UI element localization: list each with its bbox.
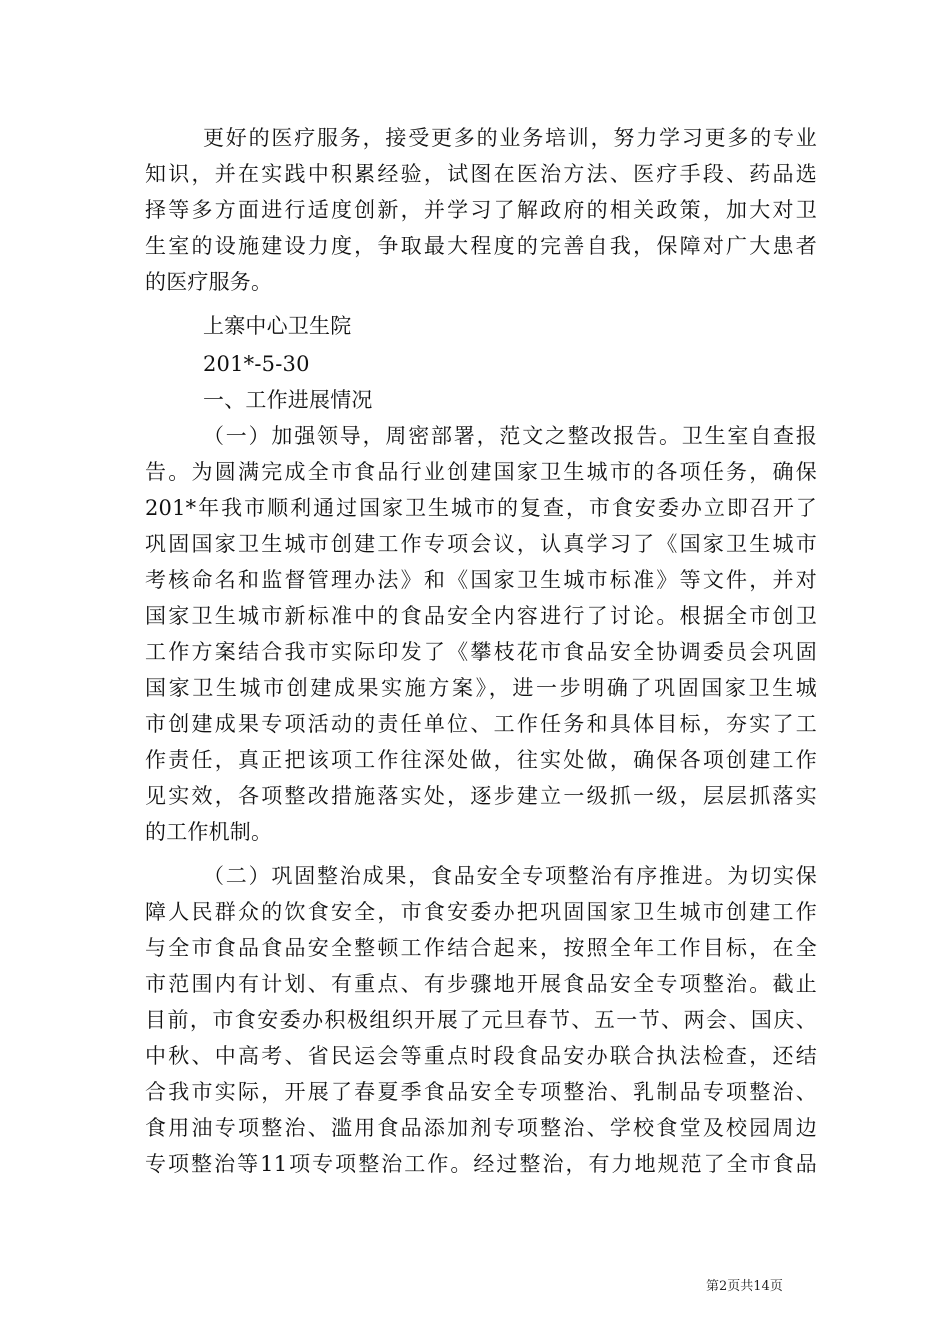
text-line-28: 食用油专项整治、滥用食品添加剂专项整治、学校食堂及校园周边 [145, 1116, 817, 1140]
page-number: 第2页共14页 [706, 1279, 783, 1294]
text-line-16: 国家卫生城市创建成果实施方案》，进一步明确了巩固国家卫生城 [145, 676, 817, 700]
text-line-5: 的医疗服务。 [145, 270, 273, 294]
text-line-10: 告。为圆满完成全市食品行业创建国家卫生城市的各项任务，确保 [145, 460, 817, 484]
text-line-13: 考核命名和监督管理办法》和《国家卫生城市标准》等文件，并对 [145, 568, 817, 592]
text-line-21: （二）巩固整治成果，食品安全专项整治有序推进。为切实保 [203, 864, 817, 888]
text-line-15: 工作方案结合我市实际印发了《攀枝花市食品安全协调委员会巩固 [145, 640, 817, 664]
text-line-17: 市创建成果专项活动的责任单位、工作任务和具体目标，夯实了工 [145, 712, 817, 736]
text-line-24: 市范围内有计划、有重点、有步骤地开展食品安全专项整治。截止 [145, 972, 817, 996]
text-line-22: 障人民群众的饮食安全，市食安委办把巩固国家卫生城市创建工作 [145, 900, 817, 924]
signature-date: 201*-5-30 [203, 352, 310, 376]
text-line-12: 巩固国家卫生城市创建工作专项会议，认真学习了《国家卫生城市 [145, 532, 817, 556]
text-line-19: 见实效，各项整改措施落实处，逐步建立一级抓一级，层层抓落实 [145, 784, 817, 808]
text-line-18: 作责任，真正把该项工作往深处做，往实处做，确保各项创建工作 [145, 748, 817, 772]
text-line-27: 合我市实际，开展了春夏季食品安全专项整治、乳制品专项整治、 [145, 1080, 817, 1104]
text-line-23: 与全市食品食品安全整顿工作结合起来，按照全年工作目标，在全 [145, 936, 817, 960]
text-line-20: 的工作机制。 [145, 820, 273, 844]
text-line-14: 国家卫生城市新标准中的食品安全内容进行了讨论。根据全市创卫 [145, 604, 817, 628]
text-line-26: 中秋、中高考、省民运会等重点时段食品安办联合执法检查，还结 [145, 1044, 817, 1068]
text-line-3: 择等多方面进行适度创新，并学习了解政府的相关政策，加大对卫 [145, 198, 817, 222]
section-heading: 一、工作进展情况 [203, 388, 373, 412]
text-line-29: 专项整治等11项专项整治工作。经过整治，有力地规范了全市食品 [145, 1152, 817, 1176]
text-line-2: 知识，并在实践中积累经验，试图在医治方法、医疗手段、药品选 [145, 162, 817, 186]
signature-org: 上寨中心卫生院 [203, 314, 352, 338]
text-line-4: 生室的设施建设力度，争取最大程度的完善自我，保障对广大患者 [145, 234, 817, 258]
text-line-9: （一）加强领导，周密部署，范文之整改报告。卫生室自查报 [203, 424, 817, 448]
text-line-1: 更好的医疗服务，接受更多的业务培训，努力学习更多的专业 [203, 126, 817, 150]
text-line-11: 201*年我市顺利通过国家卫生城市的复查，市食安委办立即召开了 [145, 496, 817, 520]
text-line-25: 目前，市食安委办积极组织开展了元旦春节、五一节、两会、国庆、 [145, 1008, 817, 1032]
